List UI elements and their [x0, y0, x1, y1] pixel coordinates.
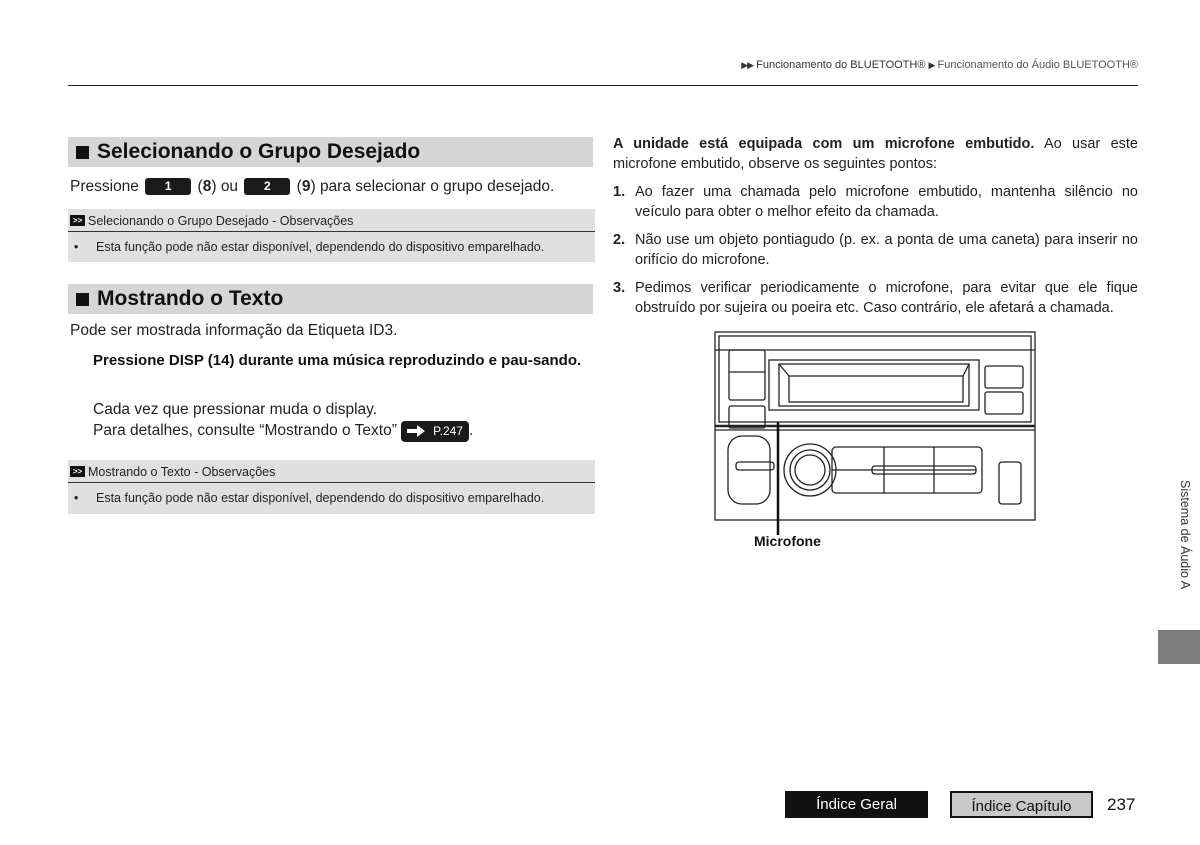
breadcrumb-current: Funcionamento do Áudio BLUETOOTH® [937, 59, 1138, 71]
section-title: Selecionando o Grupo Desejado [97, 140, 421, 163]
index-chapter-button[interactable]: Índice Capítulo [950, 791, 1093, 818]
note-box [68, 209, 595, 262]
arrow-right-icon [405, 424, 427, 438]
text: ou [220, 178, 239, 195]
key-paren: 8 [202, 178, 212, 195]
arrow-icon: ▶ [928, 60, 935, 70]
intro-text: Pode ser mostrada informação da Etiqueta ID3. [70, 322, 398, 339]
double-arrow-icon: ▶▶ [741, 60, 754, 70]
note-title: Selecionando o Grupo Desejado - Observações [88, 213, 354, 228]
note-title: Mostrando o Texto - Observações [88, 464, 276, 479]
text: para selecionar o grupo desejado. [319, 178, 555, 195]
item-text: Não use um objeto pontiagudo (p. ex. a ponta de uma caneta) para inserir no orifício do microfone. [635, 232, 1138, 268]
item-number: 3. [613, 280, 626, 296]
bullet-icon: • [74, 240, 79, 254]
right-column [613, 134, 1138, 318]
note-icon: >> [70, 466, 85, 477]
header-rule [68, 85, 1138, 86]
microphone-label: Microfone [754, 533, 821, 549]
list-item [613, 278, 1138, 318]
intro-paragraph [613, 134, 1138, 174]
page-reference-link[interactable] [401, 421, 469, 442]
step-detail: Cada vez que pressionar muda o display. [93, 401, 378, 418]
section-heading [68, 284, 593, 314]
note-icon: >> [70, 215, 85, 226]
list-item [613, 230, 1138, 270]
step-detail: Para detalhes, consulte “Mostrando o Texto” P.247 . [93, 420, 473, 442]
index-general-button[interactable]: Índice Geral [785, 791, 928, 818]
text: Para detalhes, consulte “Mostrando o Texto” [93, 422, 397, 439]
page-number: 237 [1107, 795, 1136, 814]
chapter-tab[interactable] [1158, 630, 1200, 664]
item-text: Ao fazer uma chamada pelo microfone embutido, mantenha silêncio no veículo para obter o melhor efeito da chamada. [635, 184, 1138, 220]
note-header [68, 460, 595, 479]
chapter-tab-label: Sistema de Áudio A [1178, 480, 1192, 590]
breadcrumb-item[interactable]: Funcionamento do BLUETOOTH® [756, 59, 926, 71]
section-heading [68, 137, 593, 167]
note-item [68, 483, 595, 515]
intro-bold: A unidade está equipada com um microfone embutido. [613, 136, 1035, 152]
section-title: Mostrando o Texto [97, 287, 284, 310]
note-header [68, 209, 595, 228]
note-text: Esta função pode não estar disponível, dependendo do dispositivo emparelhado. [96, 491, 545, 505]
item-text: Pedimos verificar periodicamente o microfone, para evitar que ele fique obstruído por sujeira ou poeira etc. Caso contrário, ele afetará a chamada. [635, 280, 1138, 316]
key-1-icon: 1 [145, 178, 191, 195]
note-item [68, 232, 595, 264]
audio-unit-illustration [712, 330, 1042, 535]
note-box [68, 460, 595, 514]
bullet-icon: • [74, 491, 79, 505]
step-instruction: Pressione DISP (14) durante uma música reproduzindo e pau-sando. [93, 352, 582, 369]
item-number: 1. [613, 184, 626, 200]
instruction-line: Pressione 1 (8) ou 2 (9) para selecionar o grupo desejado. [70, 178, 555, 195]
key-paren: 9 [301, 178, 311, 195]
list-item [613, 182, 1138, 222]
breadcrumb [741, 59, 1138, 71]
intro-rest: Ao usar este microfone embutido, observe os seguintes pontos: [613, 136, 1138, 172]
square-bullet-icon [76, 293, 89, 306]
key-2-icon: 2 [244, 178, 290, 195]
item-number: 2. [613, 232, 626, 248]
square-bullet-icon [76, 146, 89, 159]
note-text: Esta função pode não estar disponível, dependendo do dispositivo emparelhado. [96, 240, 545, 254]
reference-label: P.247 [433, 423, 463, 438]
text: Pressione [70, 178, 139, 195]
